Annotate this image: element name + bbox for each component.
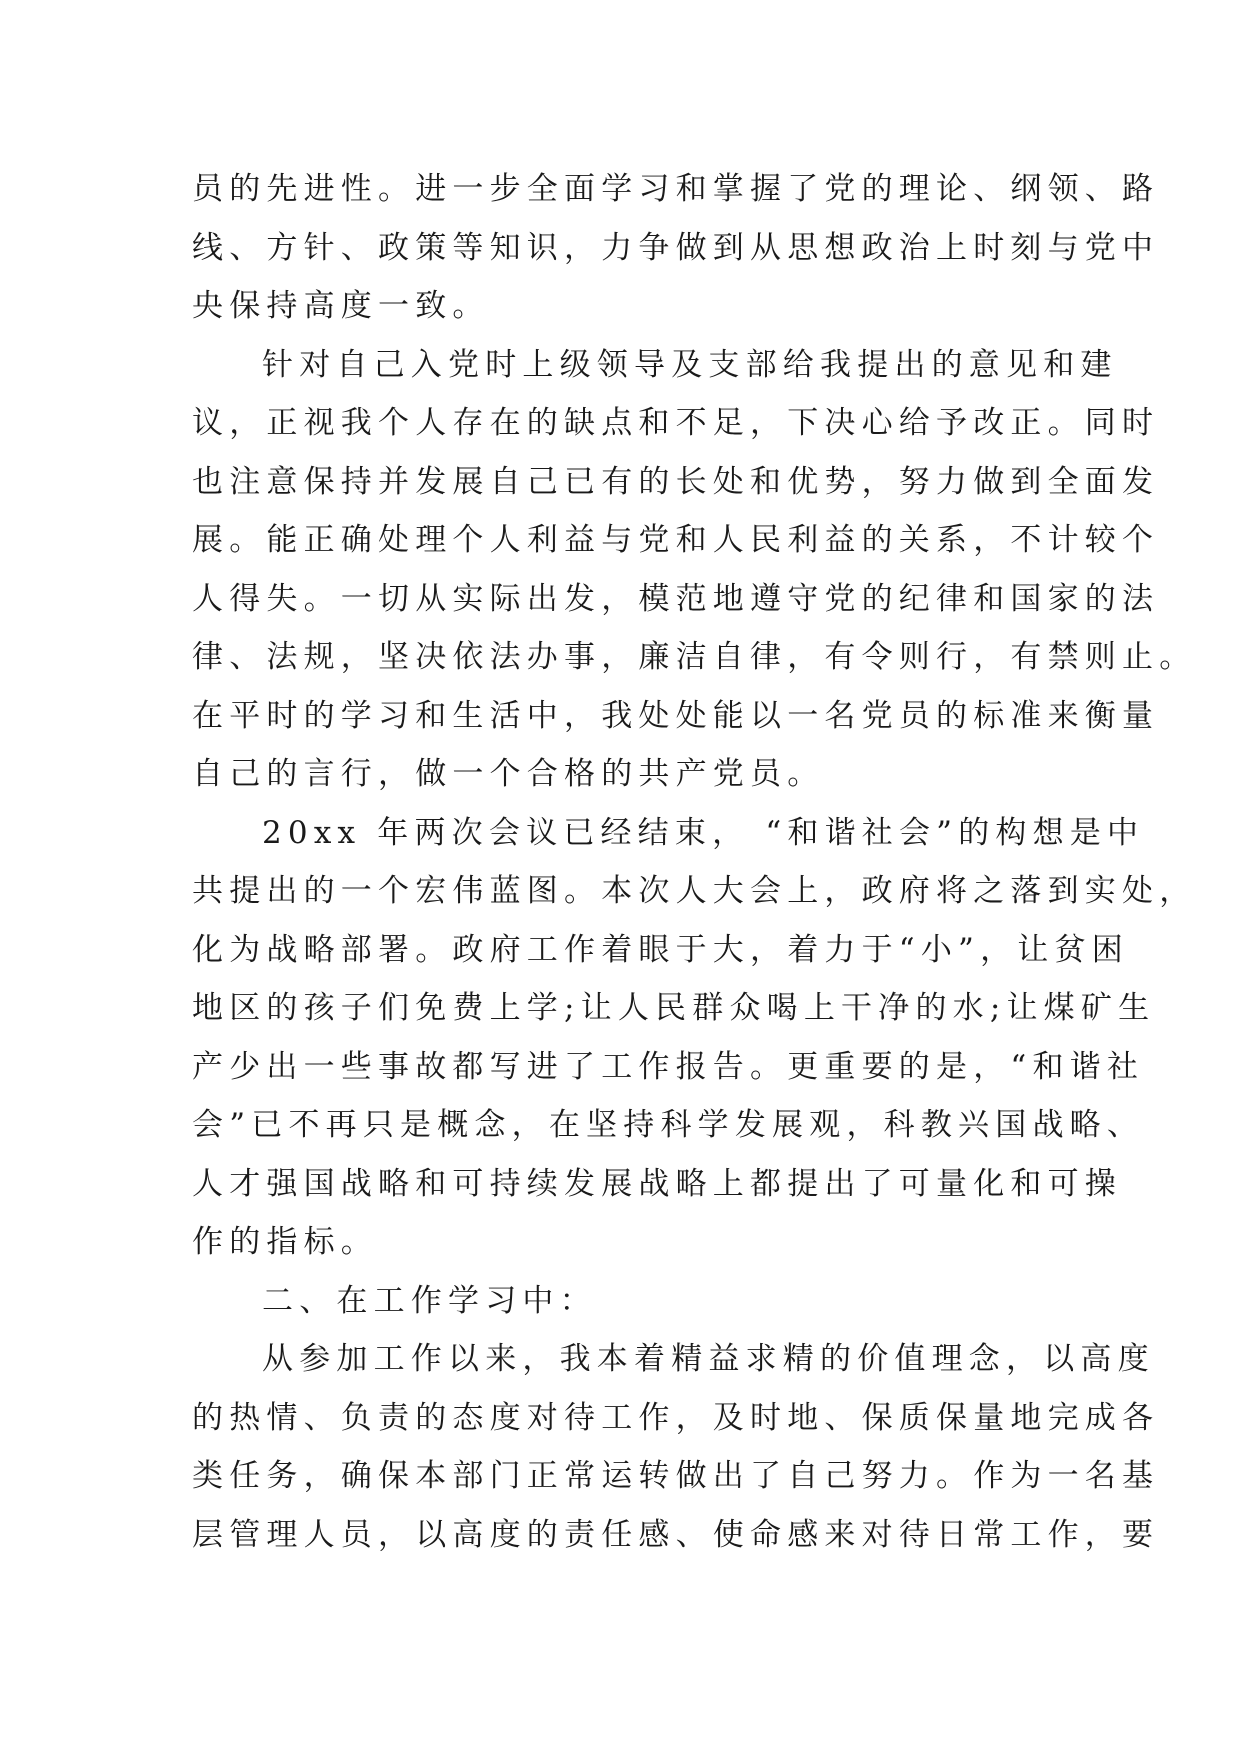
text-line-10: 在平时的学习和生活中，我处处能以一名党员的标准来衡量 [192, 697, 1160, 734]
text-line-1: 员的先进性。进一步全面学习和掌握了党的理论、纲领、路 [192, 171, 1160, 207]
text-line-7: 展。能正确处理个人利益与党和人民利益的关系，不计较个 [192, 522, 1160, 558]
text-line-13: 共提出的一个宏伟蓝图。本次人大会上，政府将之落到实处， [192, 873, 1197, 909]
text-line-24: 层管理人员，以高度的责任感、使命感来对待日常工作，要 [192, 1516, 1160, 1553]
text-line-4: 针对自己入党时上级领导及支部给我提出的意见和建 [262, 346, 1118, 383]
text-line-11: 自己的言行，做一个合格的共产党员。 [192, 756, 825, 792]
text-line-3: 央保持高度一致。 [192, 288, 490, 324]
text-line-6: 也注意保持并发展自己已有的长处和优势，努力做到全面发 [192, 463, 1160, 500]
text-line-19: 作的指标。 [192, 1224, 378, 1260]
text-line-12: 20xx 年两次会议已经结束， “和谐社会”的构想是中 [262, 814, 1145, 851]
section-heading: 二、在工作学习中： [262, 1282, 597, 1319]
text-line-17: 会”已不再只是概念，在坚持科学发展观，科教兴国战略、 [192, 1107, 1145, 1143]
text-line-14: 化为战略部署。政府工作着眼于大，着力于“小”，让贫困 [192, 931, 1129, 968]
text-line-22: 的热情、负责的态度对待工作，及时地、保质保量地完成各 [192, 1399, 1160, 1436]
text-line-5: 议，正视我个人存在的缺点和不足，下决心给予改正。同时 [192, 405, 1160, 441]
text-line-9: 律、法规，坚决依法办事，廉洁自律，有令则行，有禁则止。 [192, 639, 1197, 675]
text-line-15: 地区的孩子们免费上学;让人民群众喝上干净的水;让煤矿生 [192, 990, 1156, 1026]
text-line-21: 从参加工作以来，我本着精益求精的价值理念，以高度 [262, 1341, 1155, 1377]
text-line-18: 人才强国战略和可持续发展战略上都提出了可量化和可操 [192, 1165, 1122, 1202]
document-body [192, 160, 1197, 1564]
text-line-2: 线、方针、政策等知识，力争做到从思想政治上时刻与党中 [192, 229, 1160, 266]
text-line-16: 产少出一些事故都写进了工作报告。更重要的是，“和谐社 [192, 1048, 1145, 1085]
text-line-23: 类任务，确保本部门正常运转做出了自己努力。作为一名基 [192, 1458, 1160, 1494]
text-line-8: 人得失。一切从实际出发，模范地遵守党的纪律和国家的法 [192, 580, 1160, 617]
